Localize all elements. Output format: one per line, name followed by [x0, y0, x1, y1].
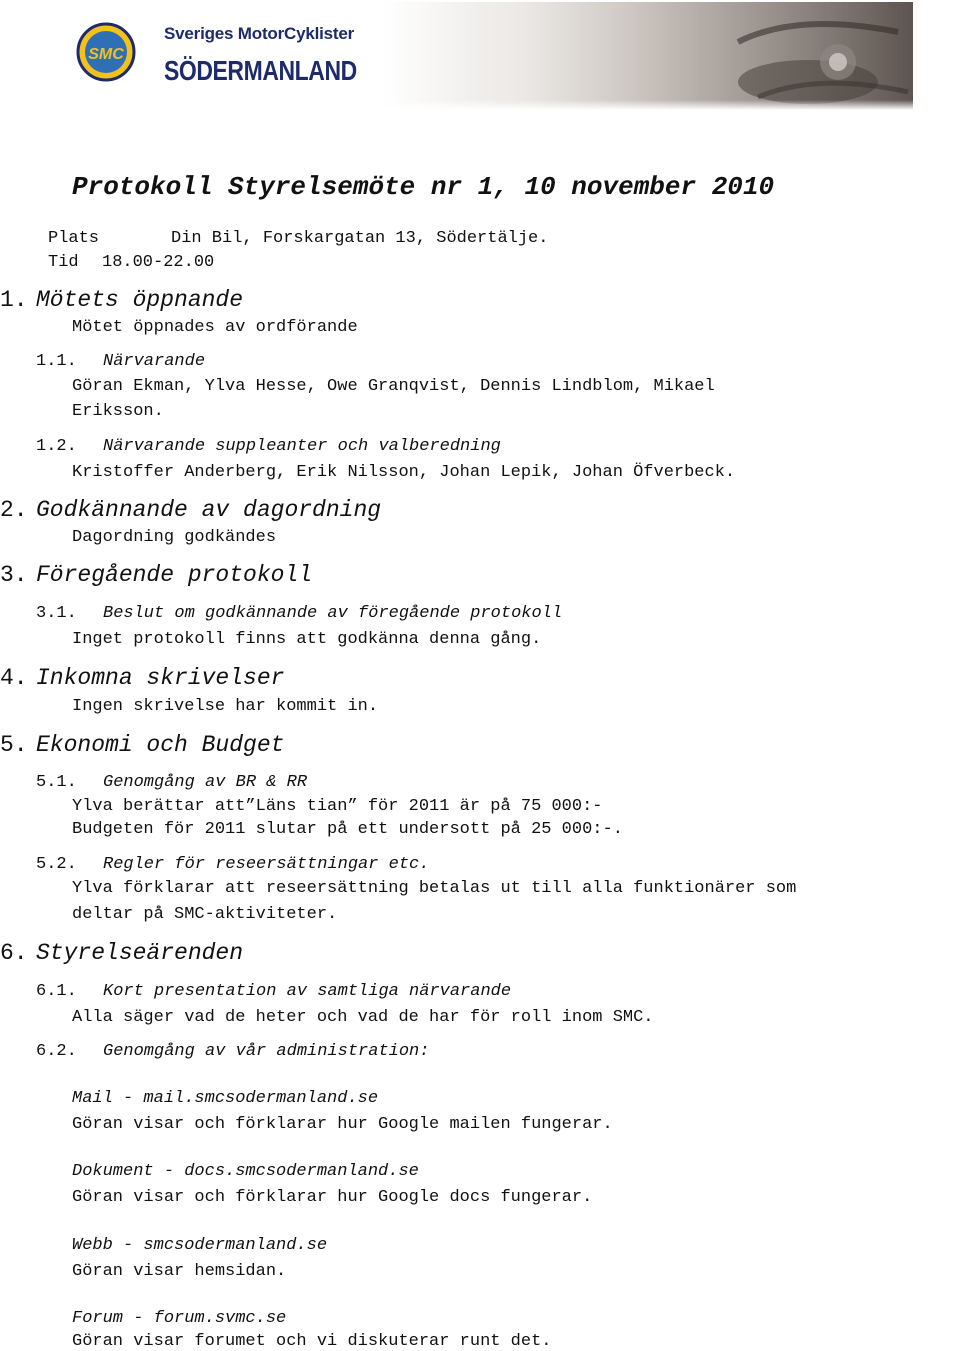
plats-label: Plats	[48, 229, 100, 248]
section-number: 5.	[0, 732, 28, 758]
admin-item-title: Dokument - docs.smcsodermanland.se	[72, 1162, 419, 1181]
subsection-title: Beslut om godkännande av föregående protokoll	[103, 604, 563, 623]
subsection-number: 1.2.	[36, 437, 77, 456]
tid-label: Tid	[48, 253, 79, 272]
section-title: Mötets öppnande	[36, 287, 244, 313]
section-number: 4.	[0, 665, 28, 691]
subsection-number: 5.2.	[36, 855, 77, 874]
motorcycle-photo	[478, 2, 913, 110]
section-heading	[0, 287, 28, 313]
subsection-title: Regler för reseersättningar etc.	[103, 855, 430, 874]
admin-item-title: Webb - smcsodermanland.se	[72, 1236, 328, 1255]
admin-item-body: Göran visar och förklarar hur Google mailen fungerar.	[72, 1115, 613, 1134]
admin-item-body: Göran visar och förklarar hur Google docs fungerar.	[72, 1188, 593, 1207]
subsection-number: 5.1.	[36, 773, 77, 792]
subsection-body: Inget protokoll finns att godkänna denna gång.	[72, 630, 542, 649]
subsection-body: Eriksson.	[72, 402, 164, 421]
subsection-number: 3.1.	[36, 604, 77, 623]
subsection-body: Kristoffer Anderberg, Erik Nilsson, Johan Lepik, Johan Öfverbeck.	[72, 463, 736, 482]
section-title: Ekonomi och Budget	[36, 732, 285, 758]
section-number: 3.	[0, 562, 28, 588]
header-banner	[58, 2, 913, 110]
admin-item-body: Göran visar hemsidan.	[72, 1262, 287, 1281]
subsection-title: Närvarande suppleanter och valberedning	[103, 437, 501, 456]
subsection-body: deltar på SMC-aktiviteter.	[72, 905, 338, 924]
subsection-body: Alla säger vad de heter och vad de har för roll inom SMC.	[72, 1008, 654, 1027]
banner-fade	[58, 100, 913, 110]
section-title: Styrelseärenden	[36, 940, 244, 966]
admin-item-body: Göran visar forumet och vi diskuterar runt det.	[72, 1332, 552, 1351]
section-body: Ingen skrivelse har kommit in.	[72, 697, 379, 716]
subsection-body: Budgeten för 2011 slutar på ett undersott på 25 000:-.	[72, 820, 623, 839]
subsection-number: 6.1.	[36, 982, 77, 1001]
subsection-title: Närvarande	[103, 352, 206, 371]
subsection-body: Ylva berättar att”Läns tian” för 2011 är på 75 000:-	[72, 797, 603, 816]
org-name: Sveriges MotorCyklister	[164, 24, 355, 43]
logo-text: SMC	[88, 46, 124, 63]
section-number: 6.	[0, 940, 28, 966]
org-region: SÖDERMANLAND	[164, 55, 357, 86]
subsection-body: Ylva förklarar att reseersättning betalas ut till alla funktionärer som	[72, 879, 797, 898]
admin-item-title: Forum - forum.svmc.se	[72, 1309, 287, 1328]
admin-item-title: Mail - mail.smcsodermanland.se	[72, 1089, 379, 1108]
subsection-title: Genomgång av BR & RR	[103, 773, 308, 792]
plats-value: Din Bil, Forskargatan 13, Södertälje.	[171, 229, 549, 248]
subsection-number: 1.1.	[36, 352, 77, 371]
section-number: 2.	[0, 497, 28, 523]
subsection-title: Genomgång av vår administration:	[103, 1042, 430, 1061]
section-title: Inkomna skrivelser	[36, 665, 285, 691]
page-title: Protokoll Styrelsemöte nr 1, 10 november 2010	[72, 172, 775, 202]
section-body: Mötet öppnades av ordförande	[72, 318, 358, 337]
tid-value: 18.00-22.00	[102, 253, 215, 272]
smc-logo-icon	[76, 22, 136, 82]
subsection-title: Kort presentation av samtliga närvarande	[103, 982, 512, 1001]
section-body: Dagordning godkändes	[72, 528, 277, 547]
section-title: Föregående protokoll	[36, 562, 313, 588]
subsection-number: 6.2.	[36, 1042, 77, 1061]
subsection-body: Göran Ekman, Ylva Hesse, Owe Granqvist, Dennis Lindblom, Mikael	[72, 377, 715, 396]
section-number: 1.	[0, 287, 28, 313]
section-title: Godkännande av dagordning	[36, 497, 382, 523]
